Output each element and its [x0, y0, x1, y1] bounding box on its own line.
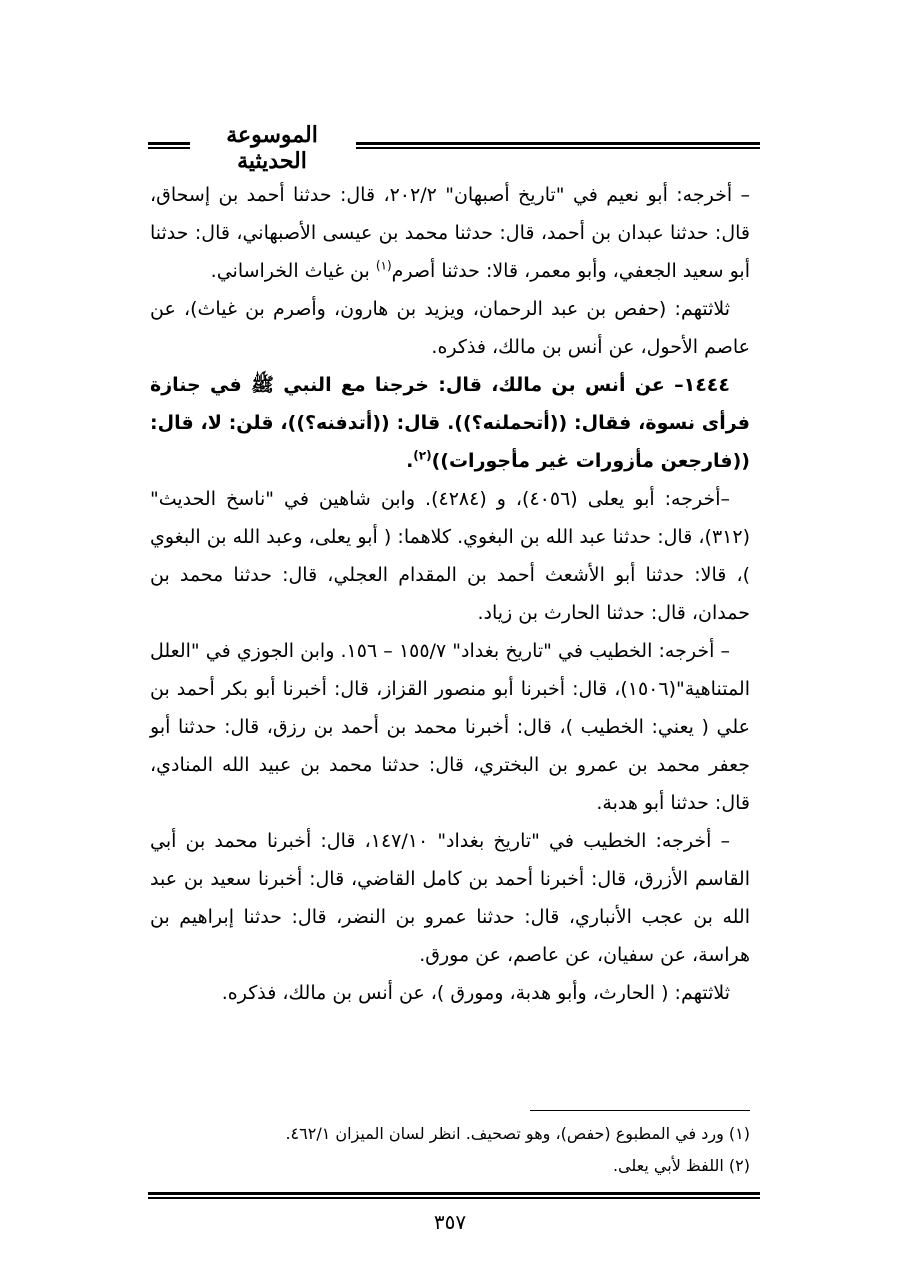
paragraph: ثلاثتهم: ( الحارث، وأبو هدبة، ومورق )، عن أنس بن مالك، فذكره. [221, 982, 730, 1004]
header-rule-right [356, 142, 760, 149]
paragraph: – أخرجه: الخطيب في "تاريخ بغداد" ١٥٥/٧ – ١٥٦. وابن الجوزي في "العلل المتناهية"(١٥٠٦)، قال: أخبرنا أبو منصور القزاز، قال: أخبرنا أبو بكر أحمد بن علي ( يعني: الخطيب )، قال: أخبرنا محمد بن أحمد بن رزق، قال: حدثنا أبو جعفر محمد بن عمرو بن البختري، قال: حدثنا محمد بن عبيد الله المنادي، قال: حدثنا أبو هدبة. [150, 640, 750, 814]
paragraph [150, 176, 750, 290]
paragraph-text: ١٤٤٤– عن أنس بن مالك، قال: خرجنا مع النبي ﷺ في جنازة فرأى نسوة، فقال: ((أتحملنه؟)). قال: ((أتدفنه؟))، قلن: لا، قال: ((فارجعن مأزورات غير مأجورات)) [150, 374, 750, 472]
paragraph-text: بن غياث الخراساني. [210, 260, 376, 282]
footnote: (٢) اللفظ لأبي يعلى. [612, 1156, 750, 1175]
page-number: ٣٥٧ [433, 1210, 467, 1234]
paragraph-text: . [406, 450, 414, 472]
paragraph: ثلاثتهم: (حفص بن عبد الرحمان، ويزيد بن هارون، وأصرم بن غياث)، عن عاصم الأحول، عن أنس بن مالك، فذكره. [150, 298, 750, 358]
footnote-separator [530, 1110, 750, 1111]
header-rule-left [148, 142, 190, 149]
footer-rule [148, 1192, 760, 1199]
main-text [150, 176, 750, 1012]
paragraph: – أخرجه: الخطيب في "تاريخ بغداد" ١٤٧/١٠، قال: أخبرنا محمد بن أبي القاسم الأزرق، قال: أخبرنا أحمد بن كامل القاضي، قال: أخبرنا سعيد بن عبد الله بن عجب الأنباري، قال: حدثنا عمرو بن النضر، قال: حدثنا إبراهيم بن هراسة، عن سفيان، عن عاصم، عن مورق. [150, 830, 750, 966]
hadith-paragraph [150, 366, 750, 480]
header-title: الموسوعة الحديثية [226, 122, 318, 174]
footnote-ref: (٢) [413, 448, 432, 463]
footnote: (١) ورد في المطبوع (حفص)، وهو تصحيف. انظر لسان الميزان ٤٦٢/١. [285, 1124, 750, 1143]
paragraph: –أخرجه: أبو يعلى (٤٠٥٦)، و (٤٢٨٤). وابن شاهين في "ناسخ الحديث" (٣١٢)، قال: حدثنا عبد الله بن البغوي. كلاهما: ( أبو يعلى، وعبد الله بن البغوي )، قالا: حدثنا أبو الأشعث أحمد بن المقدام العجلي، قال: حدثنا محمد بن حمدان، قال: حدثنا الحارث بن زياد. [150, 488, 750, 624]
footnote-ref: (١) [375, 258, 392, 273]
footnotes [150, 1118, 750, 1182]
paragraph-text: – أخرجه: أبو نعيم في "تاريخ أصبهان" ٢٠٢/٢، قال: حدثنا أحمد بن إسحاق، قال: حدثنا عبدان بن أحمد، قال: حدثنا محمد بن عيسى الأصبهاني، قال: حدثنا أبو سعيد الجعفي، وأبو معمر، قالا: حدثنا أصرم [150, 184, 751, 282]
running-header [148, 118, 760, 174]
